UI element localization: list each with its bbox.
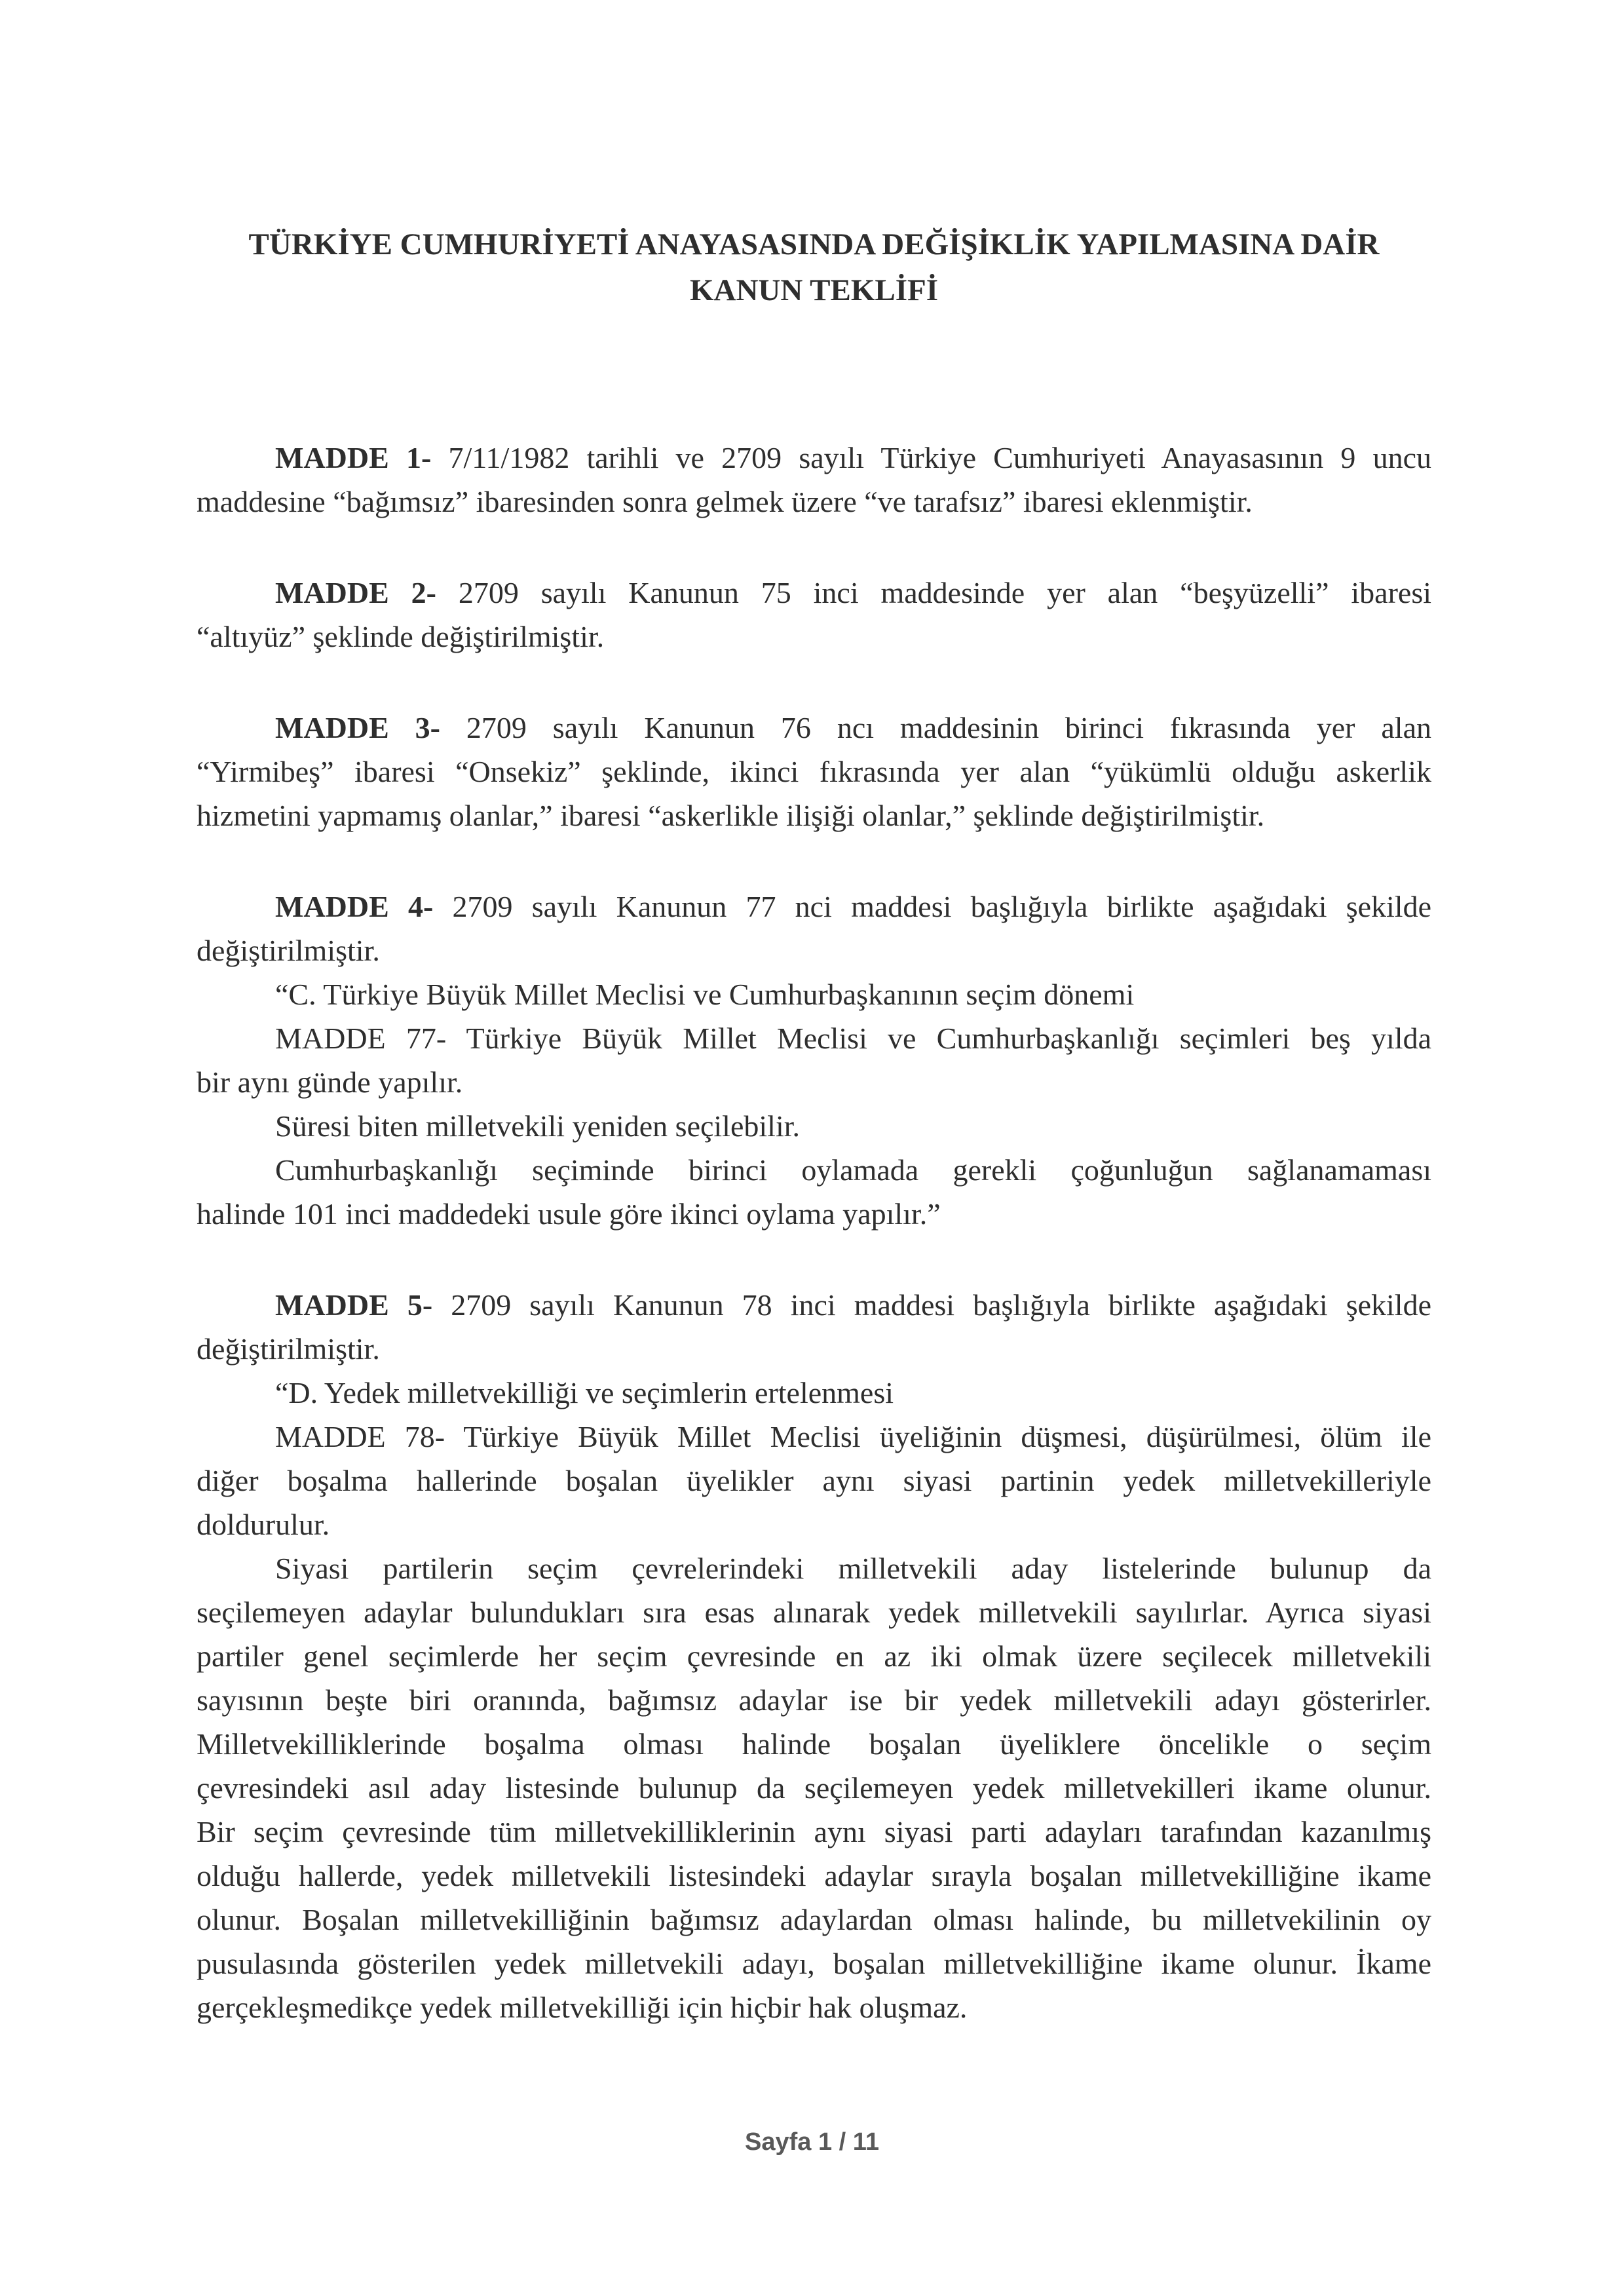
paragraph	[197, 571, 1431, 659]
paragraph	[197, 1016, 1431, 1104]
text-line: çevresindeki asıl aday listesinde bulunup da seçilemeyen yedek milletvekilleri ikame olunur.	[197, 1771, 1431, 1805]
text-line: MADDE 1- 7/11/1982 tarihli ve 2709 sayılı Türkiye Cumhuriyeti Anayasasının 9 uncu	[275, 441, 1432, 474]
text-line: “Yirmibeş” ibaresi “Onsekiz” şeklinde, ikinci fıkrasında yer alan “yükümlü olduğu askerlik	[197, 755, 1431, 788]
paragraph	[197, 1148, 1431, 1236]
article-label: MADDE 1-	[275, 441, 432, 474]
paragraph	[197, 436, 1431, 524]
text-line: gerçekleşmedikçe yedek milletvekilliği için hiçbir hak oluşmaz.	[197, 1991, 968, 2024]
text-line: olduğu hallerde, yedek milletvekili listesindeki adaylar sırayla boşalan milletvekilliğine ikame	[197, 1859, 1431, 1892]
paragraph	[197, 1371, 1431, 1415]
paragraph	[197, 1283, 1431, 1371]
document-title-line2: KANUN TEKLİFİ	[689, 273, 939, 307]
text-line: Siyasi partilerin seçim çevrelerindeki milletvekili aday listelerinde bulunup da	[275, 1552, 1431, 1585]
text-line: pusulasında gösterilen yedek milletvekili adayı, boşalan milletvekilliğine ikame olunur. İkame	[197, 1947, 1431, 1980]
article-label: MADDE 4-	[275, 890, 434, 923]
article-label: MADDE 2-	[275, 576, 436, 609]
document-title	[197, 221, 1431, 313]
document-title-line1: TÜRKİYE CUMHURİYETİ ANAYASASINDA DEĞİŞİKLİK YAPILMASINA DAİR	[248, 227, 1380, 261]
text-line: hizmetini yapmamış olanlar,” ibaresi “askerlikle ilişiği olanlar,” şeklinde değiştirilmiştir.	[197, 799, 1265, 832]
text-line: diğer boşalma hallerinde boşalan üyelikler aynı siyasi partinin yedek milletvekilleriyle	[197, 1464, 1431, 1497]
text-line: maddesine “bağımsız” ibaresinden sonra gelmek üzere “ve tarafsız” ibaresi eklenmiştir.	[197, 485, 1253, 518]
text-line: MADDE 2- 2709 sayılı Kanunun 75 inci maddesinde yer alan “beşyüzelli” ibaresi	[275, 576, 1431, 609]
text-line: değiştirilmiştir.	[197, 1332, 380, 1366]
text-line: Süresi biten milletvekili yeniden seçilebilir.	[275, 1109, 801, 1143]
article-label: MADDE 3-	[275, 711, 440, 744]
text-line: “C. Türkiye Büyük Millet Meclisi ve Cumhurbaşkanının seçim dönemi	[275, 978, 1135, 1011]
document-content	[197, 221, 1431, 2029]
text-line: MADDE 78- Türkiye Büyük Millet Meclisi üyeliğinin düşmesi, düşürülmesi, ölüm ile	[275, 1420, 1431, 1453]
text-line: partiler genel seçimlerde her seçim çevresinde en az iki olmak üzere seçilecek milletvekili	[197, 1639, 1431, 1673]
page-footer: Sayfa 1 / 11	[745, 2128, 879, 2156]
text-line: olunur. Boşalan milletvekilliğinin bağımsız adaylardan olması halinde, bu milletvekilinin oy	[197, 1903, 1431, 1936]
text-line: değiştirilmiştir.	[197, 934, 380, 967]
text-line: “D. Yedek milletvekilliği ve seçimlerin ertelenmesi	[275, 1376, 894, 1409]
paragraph	[197, 972, 1431, 1016]
paragraph	[197, 1415, 1431, 1546]
document-body	[197, 436, 1431, 2029]
text-line: sayısının beşte biri oranında, bağımsız adaylar ise bir yedek milletvekili adayı gösterirler.	[197, 1683, 1431, 1717]
text-line: doldurulur.	[197, 1508, 330, 1541]
text-line: Cumhurbaşkanlığı seçiminde birinci oylamada gerekli çoğunluğun sağlanamaması	[275, 1153, 1431, 1187]
paragraph	[197, 885, 1431, 972]
paragraph	[197, 1104, 1431, 1148]
text-line: MADDE 77- Türkiye Büyük Millet Meclisi ve Cumhurbaşkanlığı seçimleri beş yılda	[275, 1022, 1431, 1055]
text-line: halinde 101 inci maddedeki usule göre ikinci oylama yapılır.”	[197, 1197, 941, 1231]
paragraph	[197, 706, 1431, 837]
text-line: Milletvekilliklerinde boşalma olması halinde boşalan üyeliklere öncelikle o seçim	[197, 1727, 1431, 1761]
text-line: MADDE 5- 2709 sayılı Kanunun 78 inci maddesi başlığıyla birlikte aşağıdaki şekilde	[275, 1288, 1431, 1322]
text-line: bir aynı günde yapılır.	[197, 1065, 463, 1099]
text-line: “altıyüz” şeklinde değiştirilmiştir.	[197, 620, 605, 653]
paragraph	[197, 1546, 1431, 2029]
article-label: MADDE 5-	[275, 1288, 433, 1322]
text-line: MADDE 4- 2709 sayılı Kanunun 77 nci maddesi başlığıyla birlikte aşağıdaki şekilde	[275, 890, 1431, 923]
text-line: Bir seçim çevresinde tüm milletvekilliklerinin aynı siyasi parti adayları tarafından kazanılmış	[197, 1815, 1431, 1848]
text-line: MADDE 3- 2709 sayılı Kanunun 76 ncı maddesinin birinci fıkrasında yer alan	[275, 711, 1431, 744]
text-line: seçilemeyen adaylar bulundukları sıra esas alınarak yedek milletvekili sayılırlar. Ayrıca siyasi	[197, 1596, 1431, 1629]
